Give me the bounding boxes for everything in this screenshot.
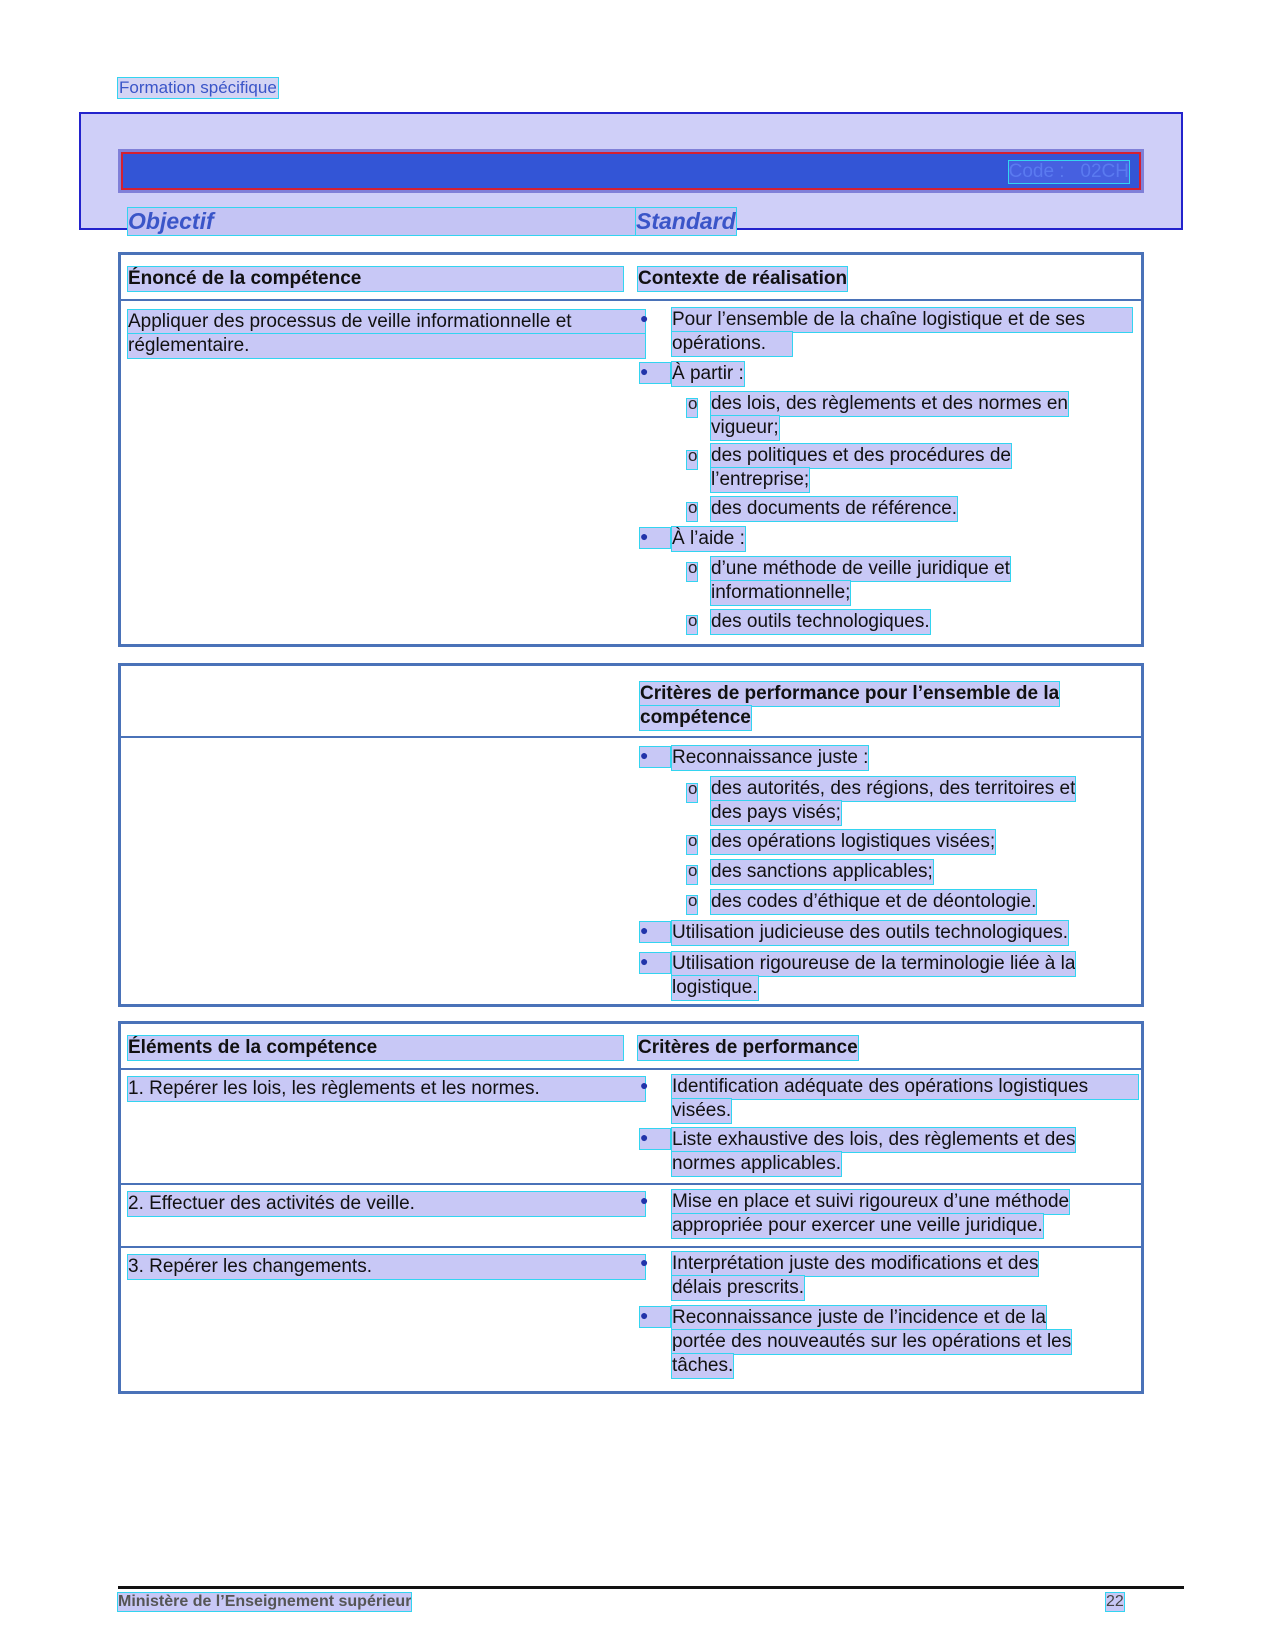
enonce-text: Appliquer des processus de veille informationnelle et: [128, 310, 645, 334]
global-criteria-header: Critères de performance pour l’ensemble de la: [640, 683, 1060, 704]
circle-bullet-icon: [687, 503, 697, 521]
bullet-icon: ●: [640, 1192, 649, 1208]
list-item: opérations.: [672, 332, 792, 356]
competency-code: Code : 02CH: [1008, 161, 1129, 182]
criteria-item: Identification adéquate des opérations logistiques: [672, 1075, 1138, 1099]
criteria-item: délais prescrits.: [672, 1277, 804, 1298]
bullet-icon: ●: [640, 1077, 649, 1093]
sub-list-item: l’entreprise;: [711, 469, 810, 490]
circle-bullet-icon: [687, 616, 697, 634]
circle-bullet-icon: [687, 896, 697, 914]
code-bar: [118, 149, 1144, 193]
elements-header: Éléments de la compétence: [128, 1036, 623, 1060]
standard-heading: Standard: [636, 208, 736, 234]
criteria-item: portée des nouveautés sur les opérations et les: [672, 1331, 1072, 1352]
bullet-icon: ●: [640, 953, 670, 973]
circle-bullet-icon: [687, 563, 697, 581]
sub-list-item: informationnelle;: [711, 582, 851, 603]
criteria-item: Reconnaissance juste de l’incidence et de la: [672, 1307, 1046, 1328]
enonce-header: Énoncé de la compétence: [128, 267, 623, 291]
sub-list-item: des sanctions applicables;: [711, 861, 933, 882]
footer-ministry: Ministère de l’Enseignement supérieur: [118, 1593, 412, 1610]
list-item: À partir :: [672, 363, 744, 384]
criteria-item: Interprétation juste des modifications et des: [672, 1253, 1039, 1274]
footer-rule: [118, 1586, 1184, 1589]
context-table: [118, 252, 1144, 647]
element-item: 2. Effectuer des activités de veille.: [128, 1192, 645, 1216]
criteria-header: Critères de performance: [638, 1037, 858, 1058]
list-item: Utilisation rigoureuse de la terminologie liée à la: [672, 953, 1076, 974]
context-header: Contexte de réalisation: [638, 268, 848, 289]
sub-list-item: des opérations logistiques visées;: [711, 831, 996, 852]
sub-list-item: d’une méthode de veille juridique et: [711, 558, 1010, 579]
element-item: 1. Repérer les lois, les règlements et les normes.: [128, 1077, 645, 1101]
global-criteria-table: [118, 663, 1144, 1007]
sub-list-item: des politiques et des procédures de: [711, 445, 1011, 466]
bullet-icon: ●: [640, 363, 670, 383]
criteria-item: tâches.: [672, 1355, 734, 1376]
page-number: 22: [1106, 1593, 1124, 1610]
element-item: 3. Repérer les changements.: [128, 1255, 645, 1279]
global-criteria-header: compétence: [640, 707, 751, 728]
criteria-item: normes applicables.: [672, 1153, 841, 1174]
sub-list-item: des documents de référence.: [711, 498, 958, 519]
bullet-icon: ●: [640, 310, 649, 326]
elements-table: [118, 1021, 1144, 1394]
criteria-item: appropriée pour exercer une veille juridique.: [672, 1215, 1043, 1236]
bullet-icon: ●: [640, 1254, 649, 1270]
criteria-item: visées.: [672, 1100, 732, 1121]
sub-list-item: des pays visés;: [711, 802, 841, 823]
list-item: Pour l’ensemble de la chaîne logistique et de ses: [672, 308, 1132, 332]
list-item: Utilisation judicieuse des outils technologiques.: [672, 922, 1069, 943]
criteria-item: Liste exhaustive des lois, des règlements et des: [672, 1129, 1076, 1150]
circle-bullet-icon: [687, 866, 697, 884]
bullet-icon: ●: [640, 747, 670, 767]
circle-bullet-icon: [687, 836, 697, 854]
circle-bullet-icon: [687, 399, 697, 417]
list-item: logistique.: [672, 977, 758, 998]
list-item: Reconnaissance juste :: [672, 747, 869, 768]
section-title: Formation spécifique: [119, 78, 277, 97]
circle-bullet-icon: [687, 451, 697, 469]
sub-list-item: vigueur;: [711, 417, 779, 438]
sub-list-item: des lois, des règlements et des normes en: [711, 393, 1068, 414]
sub-list-item: des autorités, des régions, des territoires et: [711, 778, 1076, 799]
enonce-text: réglementaire.: [128, 334, 645, 358]
bullet-icon: ●: [640, 1129, 670, 1149]
bullet-icon: ●: [640, 922, 670, 942]
criteria-item: Mise en place et suivi rigoureux d’une méthode: [672, 1191, 1070, 1212]
list-item: À l’aide :: [672, 528, 745, 549]
circle-bullet-icon: [687, 784, 697, 802]
bullet-icon: ●: [640, 1307, 670, 1327]
sub-list-item: des outils technologiques.: [711, 611, 930, 632]
objectif-heading: Objectif: [128, 208, 726, 235]
sub-list-item: des codes d’éthique et de déontologie.: [711, 891, 1037, 912]
bullet-icon: ●: [640, 528, 670, 548]
